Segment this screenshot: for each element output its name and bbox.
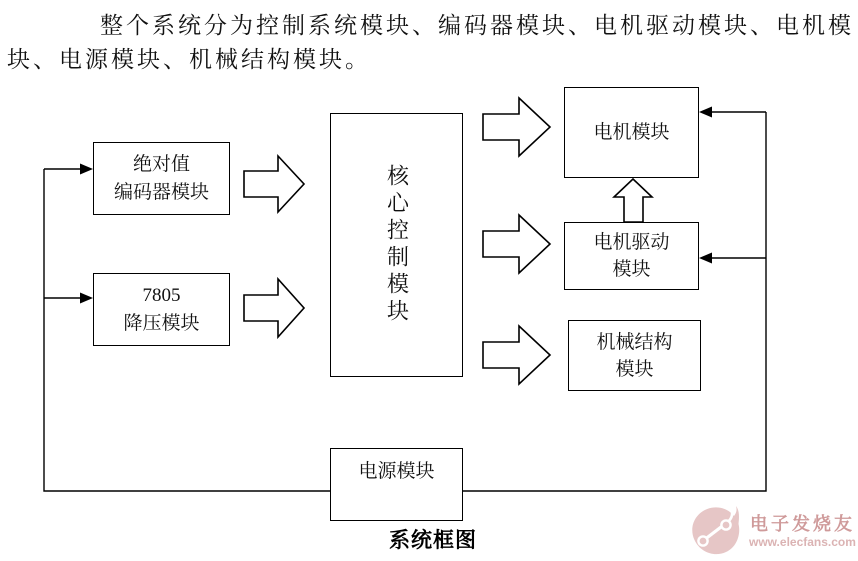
node-motor-label: 电机模块 [593,121,670,143]
arrow-power-to-encoder-head-icon [80,164,93,175]
node-mech-label-line2: 模块 [615,358,654,380]
node-buck-label-line2: 降压模块 [123,312,200,334]
node-core-control-module [330,113,463,377]
intro-paragraph-line2: 块、电源模块、机械结构模块。 [7,47,371,72]
node-power-module [330,448,463,521]
watermark-brand-text: 电子发烧友 [750,514,855,534]
node-buck-label-line1: 7805 [142,284,181,306]
node-drive-label-line2: 模块 [612,259,651,280]
block-arrow-encoder-to-core-icon [244,156,304,212]
elecfans-logo-dot-right [721,520,730,529]
watermark-url-text: www.elecfans.com [749,535,856,549]
watermark [688,502,858,561]
block-arrow-core-to-mech-icon [483,326,550,384]
node-encoder-module [93,142,230,215]
node-drive-label-line1: 电机驱动 [593,232,670,253]
node-mechanical-structure-module [568,320,701,391]
arrow-power-to-drive-head-icon [699,253,712,264]
node-motor-module [564,87,699,178]
intro-paragraph-line1: 整个系统分为控制系统模块、编码器模块、电机驱动模块、电机模 [100,13,854,38]
node-encoder-label-line1: 绝对值 [132,153,190,175]
node-buck-module [93,273,230,346]
elecfans-logo-icon [688,502,744,559]
arrow-power-to-buck-head-icon [80,293,93,304]
node-motor-drive-module [564,222,699,290]
node-power-label: 电源模块 [358,461,435,482]
node-encoder-label-line2: 编码器模块 [113,181,209,203]
arrow-power-to-motor-head-icon [699,107,712,118]
block-arrow-buck-to-core-icon [244,279,304,337]
block-arrow-drive-to-motor-icon [614,179,652,222]
node-core-label: 核心控制模块 [384,164,410,326]
figure-caption: 系统框图 [389,528,477,552]
node-mech-label-line1: 机械结构 [596,331,673,353]
block-arrow-core-to-drive-icon [483,215,550,273]
elecfans-logo-dot-left [698,536,707,545]
block-arrow-core-to-motor-icon [483,98,550,156]
